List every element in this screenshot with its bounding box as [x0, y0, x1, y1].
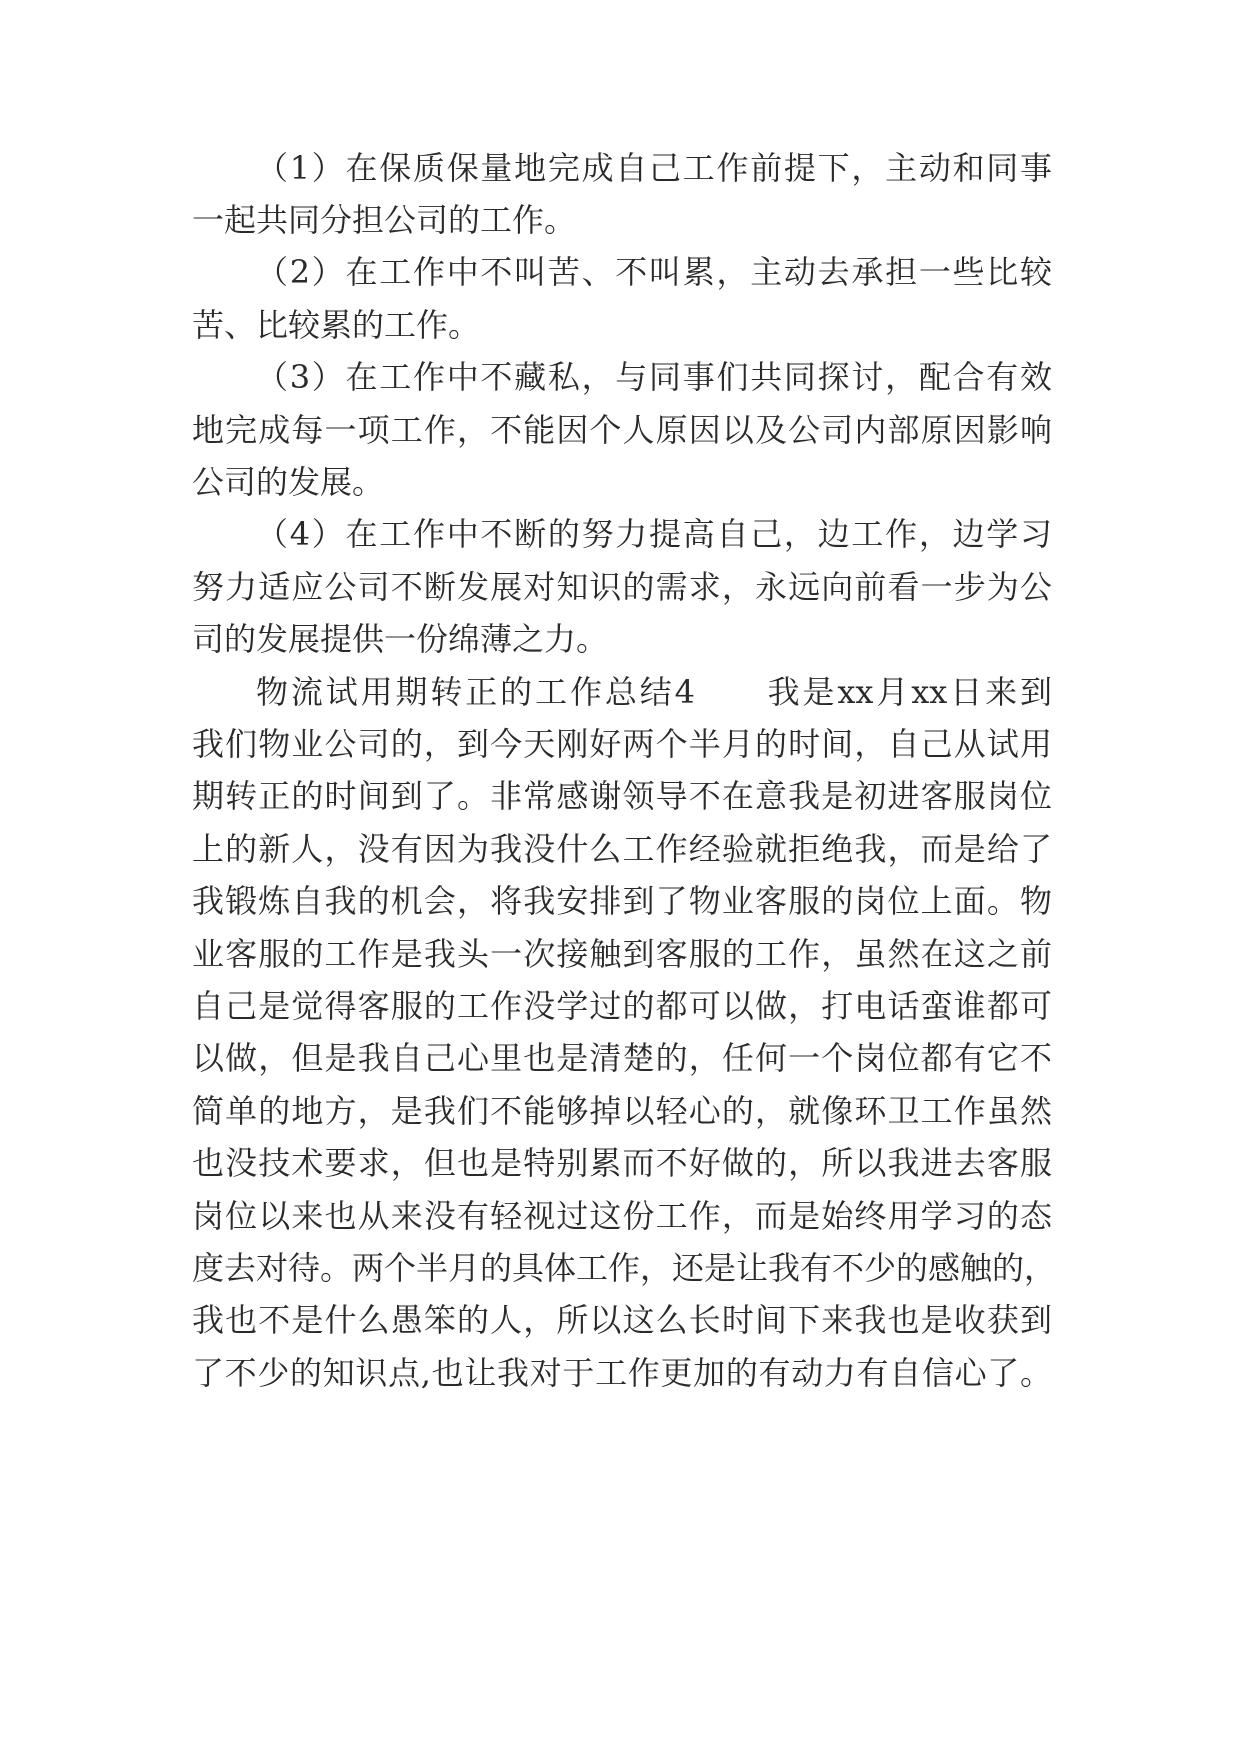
paragraph-1-line-1: （1）在保质保量地完成自己工作前提下，主动和同事	[256, 149, 1052, 187]
paragraph-5-line-14: 了不少的知识点,也让我对于工作更加的有动力有自信心了。	[192, 1354, 1052, 1392]
paragraph-5-line-2: 我们物业公司的，到今天刚好两个半月的时间，自己从试用	[192, 725, 1052, 763]
paragraph-5-line-11: 岗位以来也从来没有轻视过这份工作，而是始终用学习的态	[192, 1197, 1052, 1235]
paragraph-3-line-3: 公司的发展。	[192, 463, 385, 501]
paragraph-5-line-4: 上的新人，没有因为我没什么工作经验就拒绝我，而是给了	[192, 830, 1052, 868]
paragraph-5-line-1: 物流试用期转正的工作总结4 我是xx月xx日来到	[256, 673, 1052, 711]
paragraph-4-line-3: 司的发展提供一份绵薄之力。	[192, 620, 609, 658]
paragraph-5-line-8: 以做，但是我自己心里也是清楚的，任何一个岗位都有它不	[192, 1039, 1052, 1077]
paragraph-5-line-10: 也没技术要求，但也是特别累而不好做的，所以我进去客服	[192, 1144, 1052, 1182]
paragraph-2-line-2: 苦、比较累的工作。	[192, 306, 481, 344]
paragraph-4-line-2: 努力适应公司不断发展对知识的需求，永远向前看一步为公	[192, 568, 1052, 606]
paragraph-3-line-2: 地完成每一项工作，不能因个人原因以及公司内部原因影响	[192, 411, 1052, 449]
paragraph-5-line-6: 业客服的工作是我头一次接触到客服的工作，虽然在这之前	[192, 935, 1052, 973]
paragraph-3-line-1: （3）在工作中不藏私，与同事们共同探讨，配合有效	[256, 358, 1052, 396]
paragraph-5-line-9: 简单的地方，是我们不能够掉以轻心的，就像环卫工作虽然	[192, 1092, 1052, 1130]
paragraph-4-line-1: （4）在工作中不断的努力提高自己，边工作，边学习	[256, 515, 1052, 553]
paragraph-5-line-5: 我锻炼自我的机会，将我安排到了物业客服的岗位上面。物	[192, 882, 1052, 920]
paragraph-2-line-1: （2）在工作中不叫苦、不叫累，主动去承担一些比较	[256, 253, 1052, 291]
paragraph-5-line-3: 期转正的时间到了。非常感谢领导不在意我是初进客服岗位	[192, 777, 1052, 815]
paragraph-1-line-2: 一起共同分担公司的工作。	[192, 201, 577, 239]
paragraph-5-line-12: 度去对待。两个半月的具体工作，还是让我有不少的感触的，	[192, 1249, 1057, 1287]
paragraph-5-line-7: 自己是觉得客服的工作没学过的都可以做，打电话蛮谁都可	[192, 987, 1052, 1025]
paragraph-5-line-13: 我也不是什么愚笨的人，所以这么长时间下来我也是收获到	[192, 1301, 1052, 1339]
